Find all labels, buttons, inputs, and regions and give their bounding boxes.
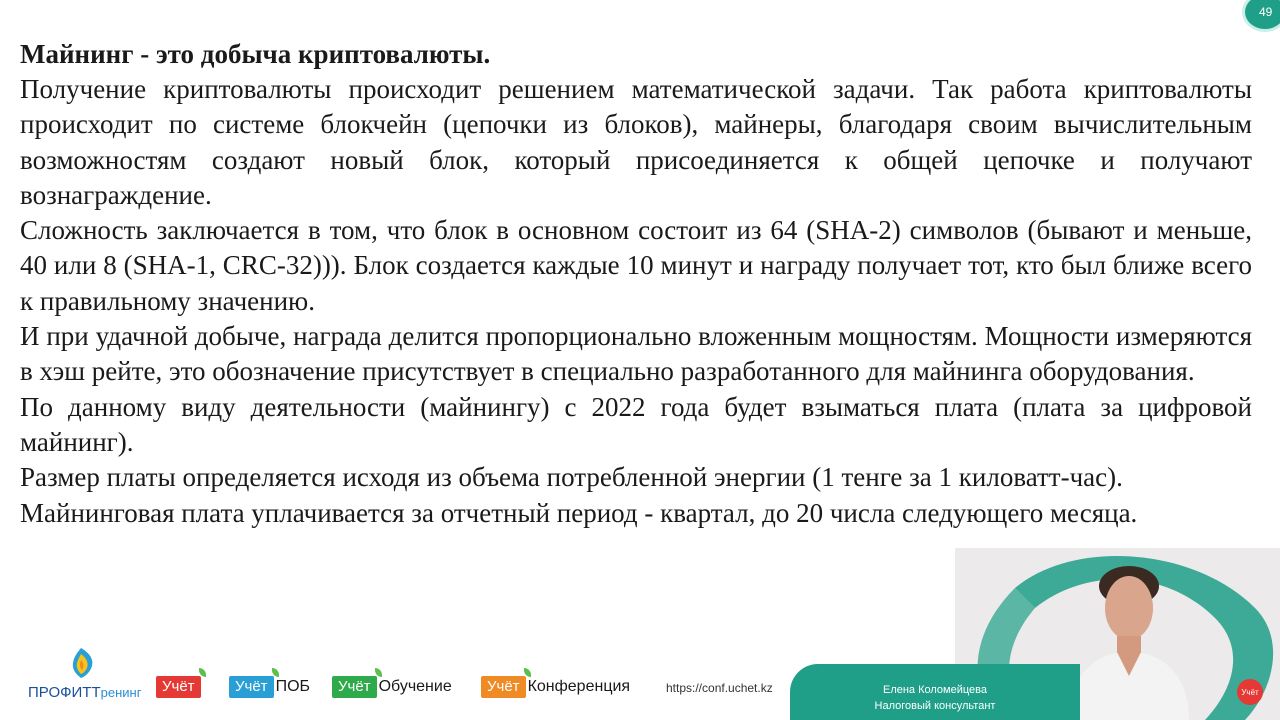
slide-title: Майнинг - это добыча криптовалюты. [20, 39, 491, 69]
brand-name-accent: ренинг [100, 685, 142, 700]
tag-uchet-obuchenie[interactable] [332, 676, 452, 698]
tag-konferenciya-box: Учёт [481, 676, 526, 698]
paragraph-3: И при удачной добыче, награда делится пропорционально вложенным мощностям. Мощности измеряются в хэш рейте, это обозначение присутствует в специально разработанного для майнинга оборудования. [20, 321, 1252, 387]
paragraph-2: Сложность заключается в том, что блок в основном состоит из 64 (SHA-2) символов (бывают и меньше, 40 или 8 (SHA-1, CRC-32))). Блок создается каждые 10 минут и награду получает тот, кто был ближе всего к правильному значению. [20, 215, 1252, 316]
tag-obuchenie-box: Учёт [332, 676, 377, 698]
tag-pob-label: ПОБ [275, 678, 311, 695]
tag-uchet-konferenciya[interactable] [481, 676, 630, 698]
footer [0, 640, 820, 720]
tag-uchet-pob[interactable] [229, 676, 310, 698]
paragraph-1: Получение криптовалюты происходит решением математической задачи. Так работа криптовалюты происходит по системе блокчейн (цепочки из блоков), майнеры, благодаря своим вычислительным возможностям создают новый блок, который присоединяется к общей цепочке и получают вознаграждение. [20, 74, 1252, 210]
speaker-name: Елена Коломейцева [882, 684, 988, 696]
logo-flame-icon [66, 646, 96, 680]
paragraph-4: По данному виду деятельности (майнингу) с 2022 года будет взыматься плата (плата за цифровой майнинг). [20, 391, 1252, 457]
brand-name [28, 684, 141, 701]
speaker-avatar [1059, 556, 1199, 720]
brand-name-main: ПРОФИТ [28, 684, 92, 701]
speaker-caption [830, 682, 1040, 714]
tag-uchet-box: Учёт [156, 676, 201, 698]
tag-uchet[interactable] [156, 676, 201, 698]
page-number-badge: 49 [1242, 0, 1280, 32]
slide-text [20, 36, 1252, 531]
tag-pob-box: Учёт [229, 676, 274, 698]
paragraph-6: Майнинговая плата уплачивается за отчетный период - квартал, до 20 числа следующего месяца. [20, 497, 1138, 528]
conference-url[interactable]: https://conf.uchet.kz [666, 681, 773, 695]
speaker-role: Налоговый консультант [874, 700, 996, 712]
uchet-badge: Учёт [1237, 679, 1263, 705]
paragraph-5: Размер платы определяется исходя из объема потребленной энергии (1 тенге за 1 киловатт-час). [20, 462, 1123, 493]
brand-name-t: Т [91, 684, 101, 701]
profit-training-logo [28, 646, 148, 706]
tag-obuchenie-label: Обучение [378, 678, 452, 695]
tag-konferenciya-label: Конференция [527, 678, 631, 695]
